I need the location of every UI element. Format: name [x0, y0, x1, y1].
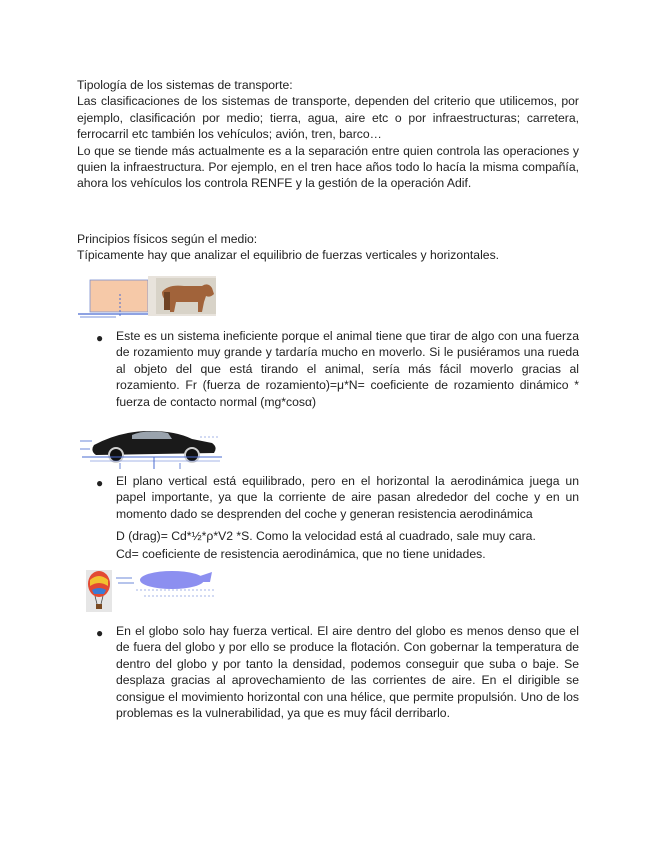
bullet-marker: ● [96, 476, 104, 490]
paragraph-classification: Las clasificaciones de los sistemas de transporte, dependen del criterio que utilicemos, por ejemplo, clasificación por medio; tierra, agua, aire etc o por infraestructuras; carretera, ferrocarril etc también los vehículos; avión, tren, barco… [77, 94, 579, 142]
paragraph-separation: Lo que se tiende más actualmente es a la separación entre quien controla las operaciones y quien la infraestructura. Por ejemplo, en el tren hace años todo lo hacía la misma compañía, ahora los vehículos los controla RENFE y la gestión de la operación Adif. [77, 143, 579, 191]
section-typology [77, 77, 579, 192]
bullet-marker: ● [96, 626, 104, 640]
bullet-car-text: El plano vertical está equilibrado, pero en el horizontal la aerodinámica juega un papel importante, ya que la corriente de aire pasan alrededor del coche y en un momento dado se desprenden del coche y generan resistencia aerodinámica [116, 474, 579, 521]
car-aerodynamics-figure [80, 419, 225, 471]
drag-coefficient: Cd= coeficiente de resistencia aerodinámica, que no tiene unidades. [116, 547, 486, 561]
paragraph-forces: Típicamente hay que analizar el equilibrio de fuerzas verticales y horizontales. [77, 248, 500, 263]
animal-pulling-figure [76, 272, 218, 320]
bullet-balloon-text: En el globo solo hay fuerza vertical. El aire dentro del globo es menos denso que el de fuera del globo y por ello se produce la flotación. Con gobernar la temperatura de dentro del globo y por tanto la densidad, podemos conseguir que suba o baje. Se desplaza gracias al aprovechamiento de las corrientes de aire. En el dirigible se consigue el movimiento horizontal con una hélice, que permite propulsión. Uno de los problemas es la vulnerabilidad, ya que es muy fácil derribarlo. [116, 624, 579, 721]
section-physics [77, 231, 579, 264]
friction-block [90, 280, 148, 312]
drag-formula: D (drag)= Cd*½*ρ*V2 *S. Como la velocidad está al cuadrado, sale muy cara. [116, 529, 536, 543]
heading-physics: Principios físicos según el medio: [77, 232, 258, 246]
bullet-marker: ● [96, 331, 104, 345]
airship-icon [140, 571, 204, 589]
balloon-airship-figure [84, 568, 222, 614]
bullet-animal-text: Este es un sistema ineficiente porque el animal tiene que tirar de algo con una fuerza de rozamiento muy grande y tardaría mucho en moverlo. Si le pusiéramos una rueda al objeto del que está tirando el animal, sería más fácil moverlo gracias al rozamiento. Fr (fuerza de rozamiento)=μ*N= coeficiente de rozamiento dinámico * fuerza de contacto normal (mg*cosα) [116, 329, 579, 409]
heading-typology: Tipología de los sistemas de transporte: [77, 78, 293, 92]
